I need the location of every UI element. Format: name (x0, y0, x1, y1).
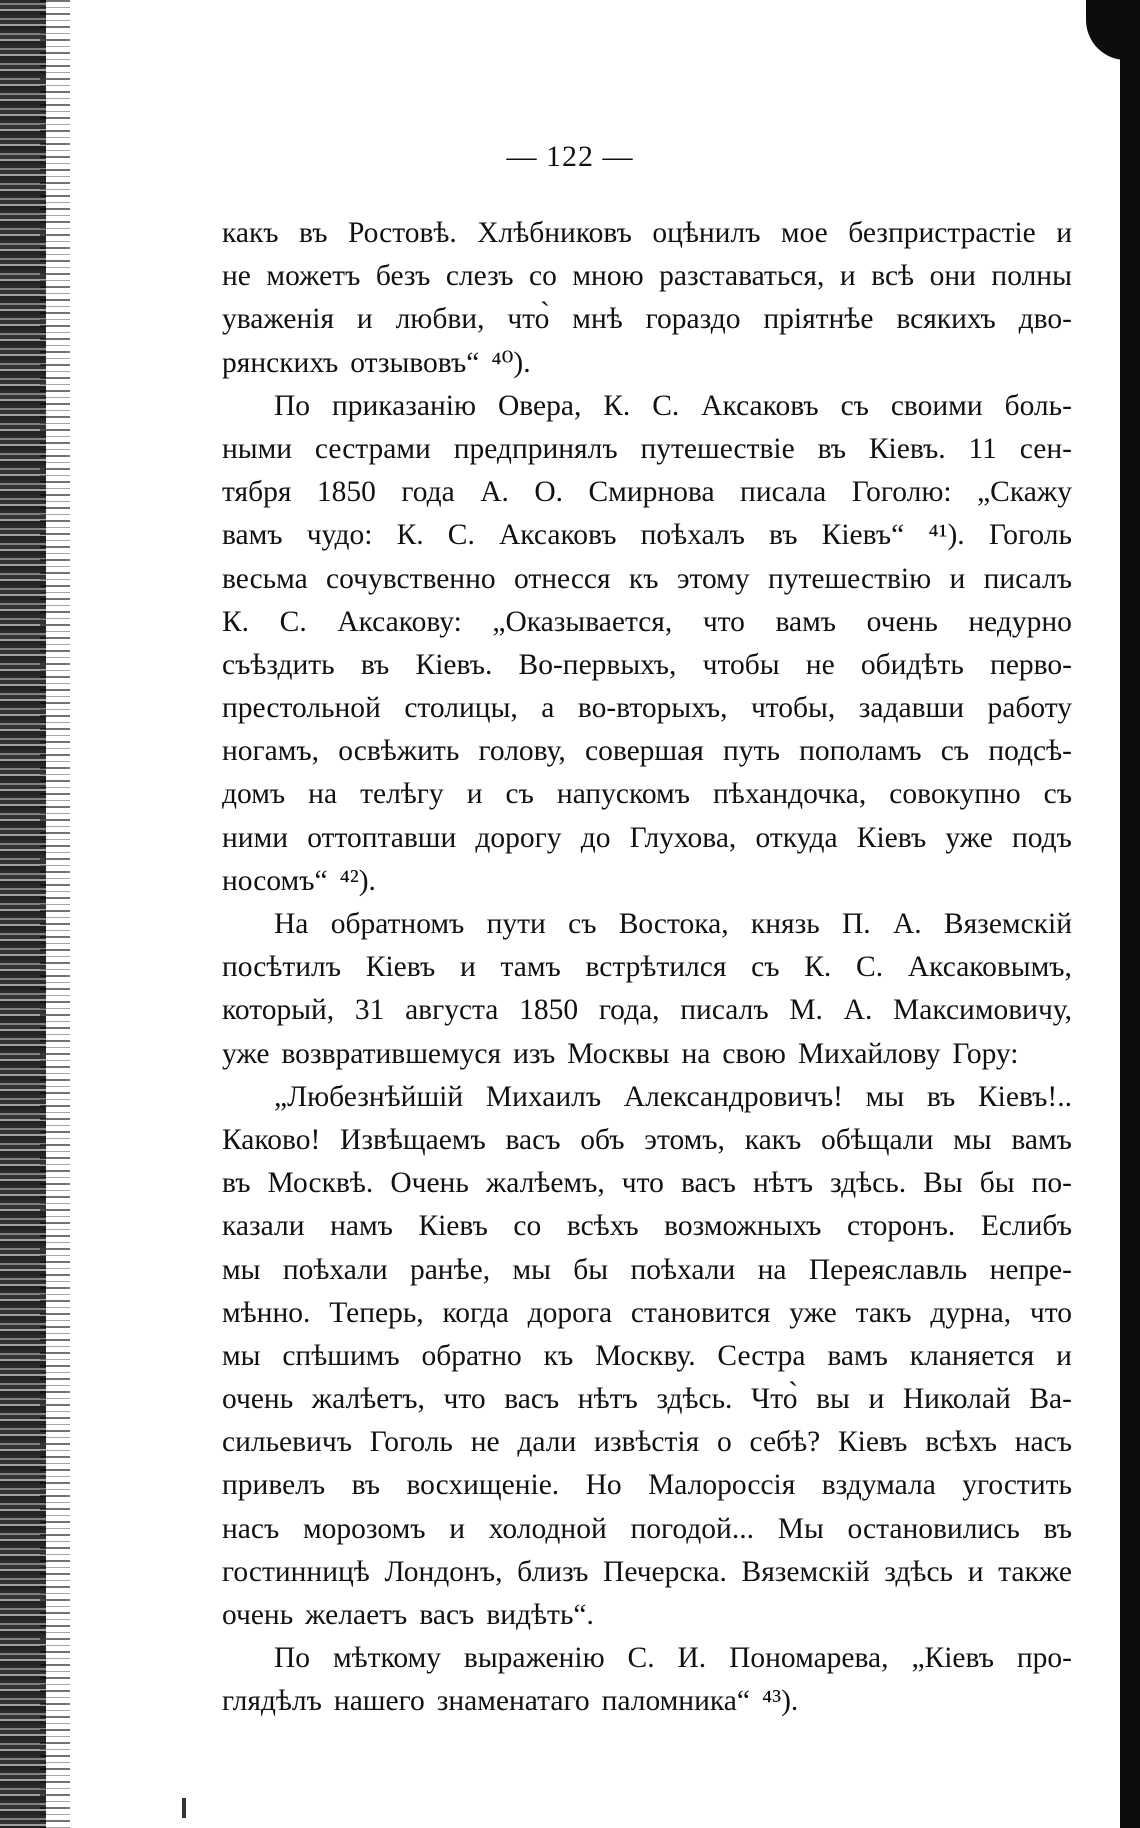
text-line: весьма сочувственно отнесся къ этому путешествiю и писалъ (222, 562, 1072, 595)
text-line: глядѣлъ нашего знаменатаго паломника“ ⁴³). (222, 1685, 799, 1718)
text-line: ними оттоптавши дорогу до Глухова, откуда Кiевъ уже подъ (222, 821, 1072, 854)
text-line: мѣнно. Теперь, когда дорога становится уже такъ дурна, что (222, 1296, 1072, 1329)
paragraph (222, 212, 1072, 385)
text-line: какъ въ Ростовѣ. Хлѣбниковъ оцѣнилъ мое безпристрастiе и (222, 217, 1072, 249)
text-line: очень желаетъ васъ видѣть“. (222, 1599, 594, 1631)
text-line: съѣздить въ Кiевъ. Во-первыхъ, чтобы не обидѣть перво- (222, 648, 1072, 681)
text-line: мы спѣшимъ обратно къ Москву. Сестра вамъ кланяется и (222, 1339, 1072, 1372)
text-line: По приказанiю Овера, К. С. Аксаковъ съ своими боль- (274, 389, 1072, 422)
text-line: который, 31 августа 1850 года, писалъ М. А. Максимовичу, (222, 994, 1072, 1027)
scan-right-corner (1086, 0, 1126, 60)
text-line: не можетъ безъ слезъ со мною разставаться, и всѣ они полны (222, 260, 1072, 293)
text-line: По мѣткому выраженiю С. И. Пономарева, „Кiевъ про- (274, 1642, 1072, 1675)
text-line: уже возвратившемуся изъ Москвы на свою Михайлову Гору: (222, 1037, 1019, 1070)
paragraph (222, 903, 1072, 1076)
paragraph (222, 1076, 1072, 1637)
text-line: На обратномъ пути съ Востока, князь П. А. Вяземскiй (274, 908, 1072, 940)
text-line: К. С. Аксакову: „Оказывается, что вамъ очень недурно (222, 605, 1072, 638)
text-line: уваженiя и любви, что̀ мнѣ гораздо прiятнѣе всякихъ дво- (222, 303, 1072, 336)
text-line: сильевичъ Гоголь не дали извѣстiя о себѣ? Кiевъ всѣхъ насъ (222, 1426, 1072, 1459)
scan-right-border (1120, 0, 1140, 1828)
text-line: очень жалѣетъ, что васъ нѣтъ здѣсь. Что̀ вы и Николай Ва- (222, 1383, 1072, 1416)
paragraph (222, 1637, 1072, 1723)
text-line: насъ морозомъ и холодной погодой... Мы остановились въ (222, 1512, 1072, 1545)
text-line: носомъ“ ⁴²). (222, 864, 376, 897)
text-line: въ Москвѣ. Очень жалѣемъ, что васъ нѣтъ здѣсь. Вы бы по- (222, 1167, 1072, 1200)
text-line: „Любезнѣйшiй Михаилъ Александровичъ! мы въ Кiевъ!.. (274, 1080, 1072, 1113)
text-line: посѣтилъ Кiевъ и тамъ встрѣтился съ К. С. Аксаковымъ, (222, 951, 1072, 984)
scan-edge-noise (40, 0, 70, 1828)
text-line: рянскихъ отзывовъ“ ⁴⁰). (222, 346, 531, 379)
text-line: привелъ въ восхищенiе. Но Малороссiя вздумала угостить (222, 1469, 1072, 1502)
page-number: — 122 — (506, 140, 634, 173)
text-line: казали намъ Кiевъ со всѣхъ возможныхъ сторонъ. Еслибъ (222, 1210, 1072, 1243)
text-line: Каково! Извѣщаемъ васъ объ этомъ, какъ обѣщали мы вамъ (222, 1123, 1072, 1156)
text-line: ными сестрами предпринялъ путешествiе въ Кiевъ. 11 сен- (222, 432, 1072, 465)
text-line: мы поѣхали ранѣе, мы бы поѣхали на Переяславль непре- (222, 1253, 1072, 1286)
paragraph (222, 385, 1072, 903)
scan-mark (182, 1798, 186, 1818)
text-line: вамъ чудо: К. С. Аксаковъ поѣхалъ въ Кiевъ“ ⁴¹). Гоголь (222, 519, 1072, 552)
text-line: престольной столицы, а во-вторыхъ, чтобы, задавши работу (222, 692, 1072, 725)
text-line: гостинницѣ Лондонъ, близъ Печерска. Вяземскiй здѣсь и также (222, 1555, 1072, 1588)
text-line: ногамъ, освѣжить голову, совершая путь пополамъ съ подсѣ- (222, 735, 1072, 768)
text-line: тября 1850 года А. О. Смирнова писала Гоголю: „Скажу (222, 476, 1072, 509)
text-line: домъ на телѣгу и съ напускомъ пѣхандочка, совокупно съ (222, 778, 1072, 811)
body-text (222, 212, 1072, 1724)
